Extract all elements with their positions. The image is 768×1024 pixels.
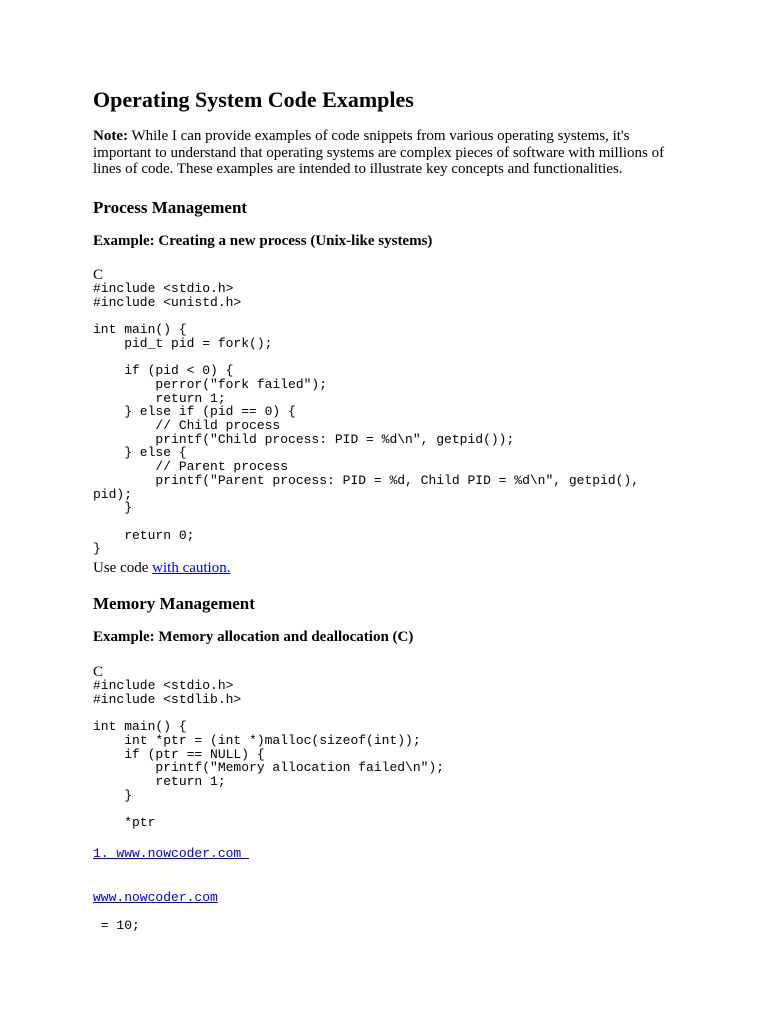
section-heading-memory-management: Memory Management [93, 594, 255, 613]
page-title: Operating System Code Examples [93, 87, 414, 112]
caution-link[interactable]: with caution. [152, 560, 231, 576]
code-block-memory: #include <stdio.h> #include <stdlib.h> int main() { int *ptr = (int *)malloc(sizeof(int)); if (ptr == NULL) { printf("Memory allocation failed\n"); return 1; } *ptr [93, 678, 445, 831]
note-label: Note: [93, 128, 128, 144]
code-continuation: = 10; [93, 918, 140, 933]
source-link[interactable]: www.nowcoder.com [93, 890, 218, 905]
example-title-memory: Example: Memory allocation and deallocation (C) [93, 629, 414, 645]
code-block-process: #include <stdio.h> #include <unistd.h> int main() { pid_t pid = fork(); if (pid < 0) { perror("fork failed"); return 1; } else if (pid == 0) { // Child process printf("Child process: PID = %d\n", getpid()); } else { // Parent process printf("Parent process: PID = %d, Child PID = %d\n", getpid(), pid); } return 0; } [93, 281, 640, 557]
caution-line [93, 560, 230, 576]
code-language-label: C [93, 267, 104, 283]
code-language-label: C [93, 664, 104, 680]
citation-link[interactable]: 1. www.nowcoder.com [93, 846, 250, 861]
example-title-process: Example: Creating a new process (Unix-like systems) [93, 233, 433, 249]
note-paragraph [93, 128, 683, 178]
note-text: While I can provide examples of code snippets from various operating systems, it's important to understand that operating systems are complex pieces of software with millions of lines of code. These examples are intended to illustrate key concepts and functionalities. [93, 128, 665, 177]
section-heading-process-management: Process Management [93, 198, 248, 217]
caution-prefix: Use code [93, 560, 153, 576]
